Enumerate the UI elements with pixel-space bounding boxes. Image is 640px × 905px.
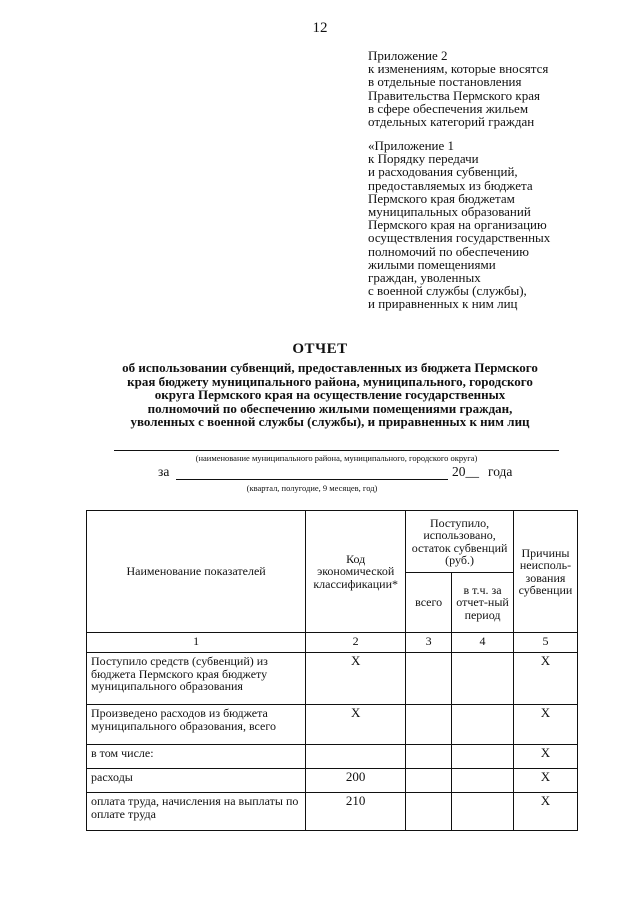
row-name: Поступило средств (субвенций) из бюджета Пермского края бюджету муниципального образования — [87, 653, 306, 705]
row-name: в том числе: — [87, 745, 306, 769]
row-period — [452, 705, 514, 745]
row-code: 210 — [306, 793, 406, 831]
row-reason: Х — [513, 769, 577, 793]
report-subtitle-line: уволенных с военной службы (службы), и приравненных к ним лиц — [130, 414, 530, 429]
report-subtitle-line: об использовании субвенций, предоставленных из бюджета Пермского — [122, 360, 538, 375]
appendix-1-line: и расходования субвенций, — [368, 164, 518, 180]
row-period — [452, 793, 514, 831]
row-reason: Х — [513, 705, 577, 745]
row-total — [406, 769, 452, 793]
row-period — [452, 653, 514, 705]
report-subtitle-line: полномочий по обеспечению жилыми помещениями граждан, — [147, 400, 513, 416]
appendix-2-line: Правительства Пермского края — [368, 87, 540, 103]
header-received-group: Поступило, использовано, остаток субвенций (руб.) — [406, 511, 514, 573]
column-number: 4 — [452, 633, 514, 653]
report-table — [86, 510, 578, 831]
row-code: Х — [306, 705, 406, 745]
report-subtitle-line: округа Пермского края на осуществление государственных — [154, 387, 506, 402]
report-subtitle — [80, 361, 580, 429]
row-reason: Х — [513, 653, 577, 705]
period-prefix: за — [158, 464, 170, 479]
row-total — [406, 705, 452, 745]
column-number: 5 — [513, 633, 577, 653]
table-row — [87, 745, 578, 769]
row-name: Произведено расходов из бюджета муниципального образования, всего — [87, 705, 306, 745]
row-name: оплата труда, начисления на выплаты по оплате труда — [87, 793, 306, 831]
row-period — [452, 769, 514, 793]
appendix-1-line: полномочий по обеспечению — [368, 243, 529, 259]
appendix-2-line: к изменениям, которые вносятся — [368, 61, 549, 77]
appendix-1-line: Пермского края на организацию — [368, 217, 547, 233]
appendix-1-line: граждан, уволенных — [368, 270, 481, 286]
row-code: 200 — [306, 769, 406, 793]
header-name: Наименование показателей — [87, 511, 306, 633]
appendix-1-line: муниципальных образований — [368, 204, 531, 220]
appendix-1-line: осуществления государственных — [368, 230, 551, 246]
period-caption: (квартал, полугодие, 9 месяцев, год) — [246, 483, 378, 493]
appendix-2-block — [368, 49, 618, 128]
column-number: 2 — [306, 633, 406, 653]
row-total — [406, 653, 452, 705]
period-year-suffix: года — [488, 464, 513, 479]
column-number: 1 — [87, 633, 306, 653]
appendix-1-line: «Приложение 1 — [368, 138, 455, 153]
appendix-1-line: к Порядку передачи — [368, 151, 479, 167]
period-fill-line — [176, 479, 448, 480]
table-row — [87, 653, 578, 705]
table-row — [87, 705, 578, 745]
appendix-1-line: Пермского края бюджетам — [368, 190, 515, 206]
row-reason: Х — [513, 793, 577, 831]
row-name: расходы — [87, 769, 306, 793]
column-number: 3 — [406, 633, 452, 653]
report-title: ОТЧЕТ — [292, 341, 348, 357]
header-reasons: Причины неисполь-зования субвенции — [513, 511, 577, 633]
row-code — [306, 745, 406, 769]
header-period: в т.ч. за отчет-ный период — [452, 573, 514, 633]
appendix-1-line: и приравненных к ним лиц — [368, 296, 518, 312]
appendix-2-line: в отдельные постановления — [368, 74, 522, 90]
row-total — [406, 745, 452, 769]
table-row — [87, 769, 578, 793]
appendix-1-line: предоставляемых из бюджета — [368, 177, 533, 193]
row-code: Х — [306, 653, 406, 705]
header-total: всего — [406, 573, 452, 633]
municipality-fill-line — [114, 450, 559, 451]
appendix-1-line: с военной службы (службы), — [368, 283, 527, 299]
period-year-prefix: 20__ — [452, 464, 479, 479]
row-period — [452, 745, 514, 769]
table-row — [87, 793, 578, 831]
municipality-caption: (наименование муниципального района, муниципального, городского округа) — [195, 453, 478, 463]
header-code: Код экономической классификации* — [306, 511, 406, 633]
appendix-1-block — [368, 139, 618, 311]
appendix-2-line: отдельных категорий граждан — [368, 114, 535, 130]
appendix-2-line: Приложение 2 — [368, 48, 448, 63]
row-total — [406, 793, 452, 831]
report-subtitle-line: края бюджету муниципального района, муниципального, городского — [127, 373, 533, 389]
row-reason: Х — [513, 745, 577, 769]
appendix-1-line: жилыми помещениями — [368, 256, 496, 272]
page-number: 12 — [312, 20, 328, 36]
appendix-2-line: в сфере обеспечения жильем — [368, 100, 529, 116]
